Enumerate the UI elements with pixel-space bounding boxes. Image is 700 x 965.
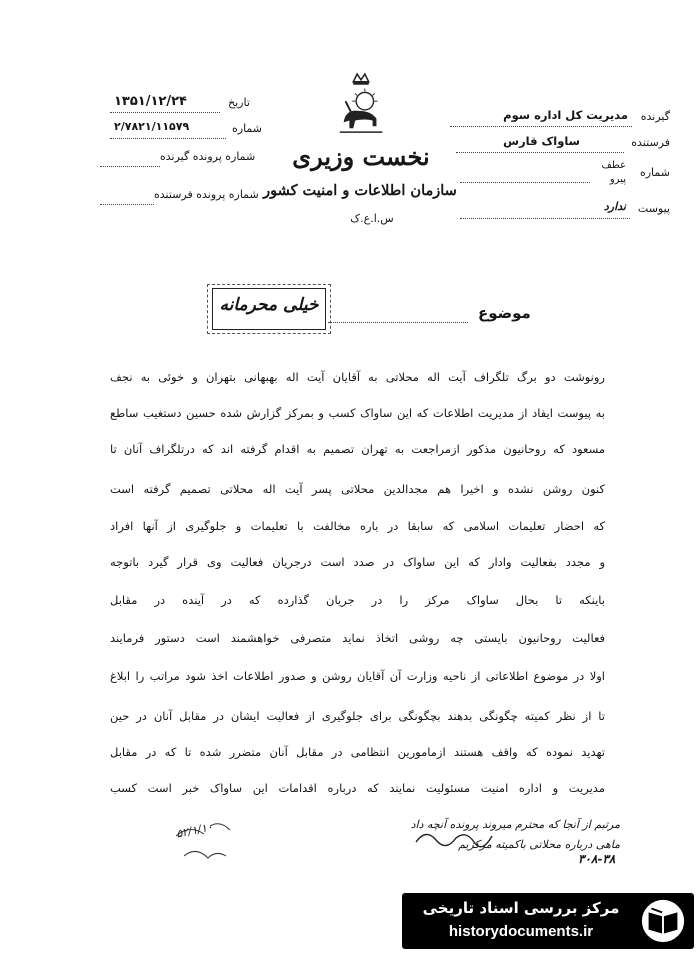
body-line: تا از نظر کمیته چگونگی بدهند بچگونگی برای جلوگیری از فعالیت ایشان در مقابل آنان در حین <box>110 709 605 723</box>
count-sub: پیرو <box>609 174 626 185</box>
body-line: به پیوست ایفاد از مدیریت اطلاعات که این ساواک کسب و بمرکز گزارش شده حسین دستغیب ساطع <box>110 406 605 420</box>
sender-label: فرستنده <box>631 136 670 149</box>
lion-and-sun-emblem-icon <box>332 72 390 140</box>
body-line: باینکه تا بحال ساواک مرکز را در جریان گذارده که در آینده در مقابل <box>110 593 605 607</box>
margin-note: ۵۲/۱/۱۰ <box>175 820 214 841</box>
body-line: کنون روشن نشده و اخیرا هم مجدالدین محلاتی پسر آیت اله محلاتی تصمیم گرفته است <box>110 482 605 496</box>
watermark-title: مرکز بررسی اسناد تاریخی <box>422 899 620 917</box>
body-line: مسعود که روحانیون مذکور ازمراجعت به تهران تصمیم به اقدام گرفته اند که درتلگراف آنان تا <box>110 442 605 456</box>
signature-line-2: ماهی درباره محلاتی باکمیته مرکزیم <box>458 838 620 851</box>
number-value: ۲/۷۸۲۱/۱۱۵۷۹ <box>114 120 190 133</box>
number-label: شماره <box>232 122 263 135</box>
attachment-value: ندارد <box>603 200 626 213</box>
recipient-label: گیرنده <box>640 110 670 123</box>
body-line: که احضار تعلیمات اسلامی که سابقا در باره مخالفت با تعلیمات و جلوگیری از آنها افراد <box>110 519 605 533</box>
signature-scribble-icon <box>414 826 494 850</box>
ministry-title: نخست وزیری <box>292 142 430 171</box>
subject-label: موضوع <box>478 304 531 322</box>
organization-code: س.ا.ع.ک <box>350 212 394 225</box>
count-label: شماره <box>639 166 670 179</box>
sender-file-label: شماره پرونده فرستنده <box>154 188 259 201</box>
body-line: فعالیت روحانیون بایستی چه روشی اتخاذ نماید متصرفی خواهشمند است دستور فرمایند <box>110 631 605 645</box>
signature-stamp-code: ۳۰۸-۳۸ <box>578 852 616 866</box>
recipient-value: مدیریت کل اداره سوم <box>503 108 628 122</box>
recipient-file-label: شماره پرونده گیرنده <box>160 150 256 163</box>
attachment-label: پیوست <box>637 202 670 215</box>
classification-stamp <box>212 288 326 330</box>
date-label: تاریخ <box>228 96 250 109</box>
header-right-block <box>430 106 670 226</box>
header-center-block <box>263 72 457 252</box>
margin-scribble-icon <box>170 816 260 866</box>
signature-line-1: مرتبم از آنجا که محترم میروند پرونده آنچه داد <box>410 818 620 831</box>
header-left-block <box>100 88 270 218</box>
organization-title: سازمان اطلاعات و امنیت کشور <box>263 182 457 199</box>
count-value: عطف <box>601 160 626 171</box>
body-line: و مجدد بفعالیت وادار که این ساواک در صدد است درجریان فعالیت وی قرار گیرد باتوجه <box>110 555 605 569</box>
body-line: تهدید نموده که واقف هستند ازمامورین انتظامی در مقابل آنان متضرر شده تا که در مقابل <box>110 745 605 759</box>
archive-watermark <box>402 893 694 949</box>
watermark-url: historydocuments.ir <box>448 923 594 940</box>
body-line: رونوشت دو برگ تلگراف آیت اله محلاتی به آقایان آیت اله بهبهانی بتهران و خوئی به نجف <box>110 370 605 384</box>
body-line: مدیریت و اداره امنیت مسئولیت نمایند که درباره اقدامات این ساواک خبر است کسب <box>110 781 605 795</box>
open-book-logo-icon <box>638 897 688 945</box>
date-value: ۱۳۵۱/۱۲/۲۴ <box>114 94 187 109</box>
body-line: اولا در موضوع اطلاعاتی از ناحیه وزارت آن آقایان روشن و صدور اطلاعات اخذ شود مراتب را ابلاغ <box>110 669 605 683</box>
sender-value: ساواک قارس <box>503 134 580 148</box>
classification-stamp-text: خیلی محرمانه <box>219 295 319 315</box>
